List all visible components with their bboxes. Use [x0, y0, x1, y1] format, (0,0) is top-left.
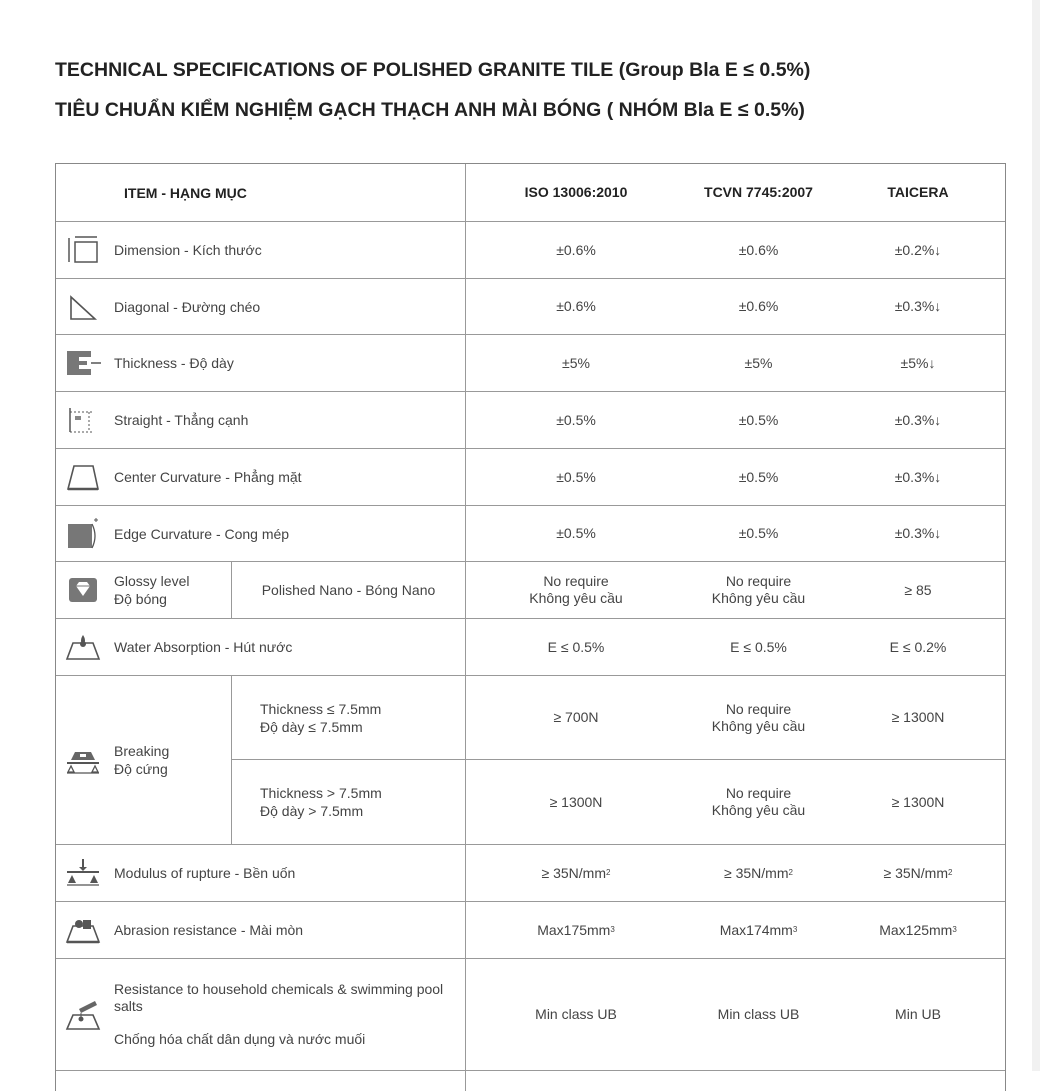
- header-tcvn: TCVN 7745:2007: [704, 184, 813, 200]
- row-label: Straight - Thẳng cạnh: [114, 412, 249, 428]
- header-iso: ISO 13006:2010: [524, 184, 628, 200]
- row-label-en: Glossy level: [114, 573, 190, 589]
- table-row-thickness: [56, 335, 1005, 392]
- tcvn-value: ≥ 35N/mm: [724, 864, 789, 881]
- row-label-vi: Độ bóng: [114, 591, 167, 607]
- row-label: Water Absorption - Hút nước: [114, 639, 293, 655]
- row-label: Thickness - Độ dày: [114, 355, 234, 371]
- tcvn-value-vi: Không yêu cầu: [711, 717, 806, 734]
- title-english: TECHNICAL SPECIFICATIONS OF POLISHED GRANITE TILE (Group Bla E ≤ 0.5%): [55, 59, 811, 81]
- taicera-value: ±5%↓: [900, 354, 936, 371]
- iso-value: ±5%: [562, 354, 590, 371]
- table-header-row: [56, 164, 1005, 222]
- straight-icon: [65, 404, 101, 436]
- table-row-abrasion: Abrasion resistance - Mài mòn Max175mm 3 Max174mm 3 Max125mm 3: [56, 902, 1005, 959]
- row-label: Diagonal - Đường chéo: [114, 298, 261, 315]
- row-label-vi: Độ cứng: [114, 761, 168, 777]
- tcvn-value-thin: [686, 676, 831, 760]
- tcvn-value: ±5%: [744, 354, 773, 371]
- row-label: Center Curvature - Phẳng mặt: [114, 469, 302, 485]
- iso-value: ±0.5%: [556, 525, 596, 541]
- center-curvature-icon: [65, 461, 101, 493]
- sub-label-en: Thickness > 7.5mm: [260, 785, 382, 801]
- tcvn-value: ±0.5%: [738, 411, 779, 428]
- tcvn-value-thick: [686, 760, 831, 844]
- tcvn-value-en: No require: [725, 573, 792, 589]
- thickness-icon: [65, 347, 101, 379]
- taicera-value: ±0.3%↓: [894, 525, 942, 541]
- iso-value: Min class UB: [535, 1006, 617, 1022]
- taicera-value: ±0.3%↓: [894, 298, 942, 314]
- header-item: ITEM - HẠNG MỤC: [56, 164, 466, 221]
- abrasion-icon: [65, 914, 101, 946]
- chemical-pour-icon: [65, 999, 101, 1031]
- sub-label-vi: Độ dày ≤ 7.5mm: [260, 718, 363, 735]
- row-label: Edge Curvature - Cong mép: [114, 525, 290, 542]
- table-row-diagonal: [56, 279, 1005, 335]
- breaking-sub-thick: [232, 760, 465, 844]
- iso-value-thick: ≥ 1300N: [549, 793, 603, 810]
- table-row-water-absorption: [56, 619, 1005, 676]
- iso-value: ≥ 35N/mm: [541, 864, 607, 881]
- taicera-value-thin: ≥ 1300N: [831, 676, 1005, 760]
- modulus-rupture-icon: [65, 857, 101, 889]
- taicera-value: ≥ 35N/mm: [883, 864, 949, 881]
- iso-value: Max175mm: [537, 921, 611, 938]
- row-label-en: Resistance to household chemicals & swimming pool salts: [114, 981, 444, 1014]
- tcvn-value: ±0.6%: [738, 241, 779, 258]
- row-label: Dimension - Kích thước: [114, 242, 262, 258]
- taicera-value: E ≤ 0.2%: [889, 638, 947, 655]
- taicera-value: Max125mm: [879, 921, 953, 938]
- tcvn-value: Max174mm: [719, 921, 793, 938]
- scrollbar-gutter[interactable]: [1032, 0, 1040, 1071]
- tcvn-value-en: No require: [725, 785, 792, 801]
- taicera-value: ±0.3%↓: [894, 468, 942, 485]
- edge-curvature-icon: [65, 518, 101, 550]
- taicera-value: ≥ 85: [904, 581, 932, 598]
- sub-label-en: Thickness ≤ 7.5mm: [260, 700, 382, 717]
- tcvn-value: Min class UB: [717, 1006, 800, 1022]
- glossy-diamond-icon: [65, 574, 101, 606]
- iso-value: ±0.6%: [556, 241, 596, 258]
- table-row-breaking: [56, 676, 1005, 845]
- tcvn-value-en: No require: [725, 700, 792, 717]
- iso-value-en: No require: [543, 573, 609, 589]
- table-row-edge-curvature: [56, 506, 1005, 562]
- tcvn-value: ±0.6%: [738, 298, 779, 314]
- iso-value-vi: Không yêu cầu: [529, 590, 623, 606]
- row-label: Modulus of rupture - Bền uốn: [114, 865, 296, 881]
- taicera-value-thick: ≥ 1300N: [891, 793, 945, 810]
- tcvn-value: E ≤ 0.5%: [730, 638, 787, 655]
- table-row-chemicals: [56, 959, 1005, 1071]
- table-row-modulus: Modulus of rupture - Bền uốn ≥ 35N/mm 2 ≥ 35N/mm 2 ≥ 35N/mm 2: [56, 845, 1005, 902]
- table-row-dimension: [56, 222, 1005, 279]
- title-vietnamese: TIÊU CHUẨN KIỂM NGHIỆM GẠCH THẠCH ANH MÀI BÓNG ( NHÓM Bla E ≤ 0.5%): [55, 99, 805, 121]
- taicera-value: Min UB: [895, 1006, 941, 1022]
- iso-value-thin: ≥ 700N: [466, 676, 686, 760]
- iso-value: ±0.6%: [556, 298, 596, 314]
- breaking-sub-thin: [232, 676, 465, 760]
- tcvn-value: ±0.5%: [738, 468, 779, 485]
- iso-value: E ≤ 0.5%: [547, 638, 605, 655]
- row-label: Abrasion resistance - Mài mòn: [114, 922, 304, 938]
- water-drop-icon: [65, 631, 101, 663]
- header-taicera: TAICERA: [887, 184, 949, 200]
- table-row-center-curvature: [56, 449, 1005, 506]
- dimension-icon: [65, 234, 101, 266]
- tcvn-value: ±0.5%: [738, 525, 779, 541]
- tcvn-value-vi: Không yêu cầu: [711, 590, 806, 606]
- row-label-en: Breaking: [114, 743, 170, 759]
- tcvn-value-vi: Không yêu cầu: [711, 802, 806, 818]
- iso-value: ±0.5%: [556, 468, 596, 485]
- table-row-glossy: [56, 562, 1005, 619]
- diagonal-icon: [65, 291, 101, 323]
- taicera-value: ±0.2%↓: [894, 241, 942, 258]
- iso-value: ±0.5%: [556, 411, 596, 428]
- table-row-next-partial: [56, 1071, 1005, 1091]
- row-label-vi: Chống hóa chất dân dụng và nước muối: [114, 1031, 366, 1047]
- breaking-press-icon: [65, 744, 101, 776]
- sub-label-vi: Độ dày > 7.5mm: [260, 803, 364, 819]
- spec-table: [55, 163, 1006, 1091]
- table-row-straight: [56, 392, 1005, 449]
- taicera-value: ±0.3%↓: [894, 411, 942, 428]
- glossy-sub-label: Polished Nano - Bóng Nano: [261, 582, 436, 598]
